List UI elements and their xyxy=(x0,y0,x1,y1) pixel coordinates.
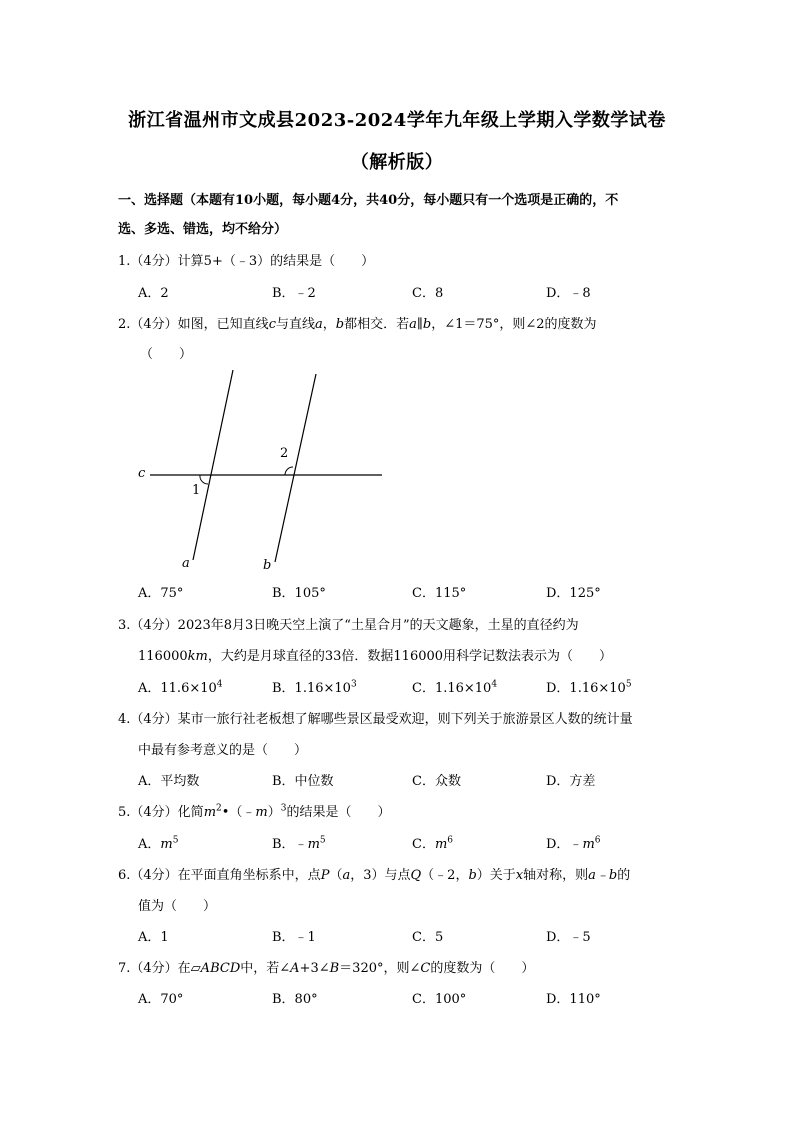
question-3-stem: 3.（4分）2023年8月3日晚天空上演了“土星合月”的天文趣象，土星的直径约为 xyxy=(118,618,579,633)
question-7-option-a[interactable]: A．70° xyxy=(138,992,184,1007)
line-b xyxy=(275,374,316,562)
question-1-option-c[interactable]: C．8 xyxy=(412,286,444,301)
question-4-option-b[interactable]: B．中位数 xyxy=(272,774,334,789)
question-4-option-d[interactable]: D．方差 xyxy=(546,774,596,789)
question-5-option-a[interactable]: A．$m^5$ xyxy=(138,835,179,852)
question-4-option-c[interactable]: C．众数 xyxy=(412,774,461,789)
question-5-option-d[interactable]: D．$﹣m^6$ xyxy=(546,835,601,852)
section-heading-line2: 选、多选、错选，均不给分） xyxy=(118,222,288,237)
question-2-stem-line2: （ ） xyxy=(140,347,193,362)
question-3-option-c[interactable]: C．$1.16\times 10^4$ xyxy=(412,679,498,696)
question-5-option-b[interactable]: B．$﹣m^5$ xyxy=(272,835,326,852)
question-6-option-c[interactable]: C．5 xyxy=(412,930,444,945)
question-3-stem-line2: 116000km，大约是月球直径的33倍．数据116000用科学记数法表示为（ ） xyxy=(138,649,613,664)
label-angle-2: 2 xyxy=(280,446,289,461)
question-4-option-a[interactable]: A．平均数 xyxy=(138,774,200,789)
question-1-option-d[interactable]: D．﹣8 xyxy=(546,286,591,301)
question-5-option-c[interactable]: C．$m^6$ xyxy=(412,835,454,852)
question-6-stem: 6.（4分）在平面直角坐标系中，点P（a，3）与点Q（﹣2，b）关于x轴对称，则a﹣b的 xyxy=(118,868,631,883)
question-5-stem: 5.（4分）化简$m^2•(﹣m)^3$的结果是（ ） xyxy=(118,803,391,820)
question-3-option-a[interactable]: A．$11.6\times 10^4$ xyxy=(138,679,223,696)
question-7-option-c[interactable]: C．100° xyxy=(412,992,467,1007)
question-1-option-b[interactable]: B．﹣2 xyxy=(272,286,316,301)
line-a xyxy=(193,370,233,560)
label-c: c xyxy=(138,466,146,481)
question-4-stem: 4.（4分）某市一旅行社老板想了解哪些景区最受欢迎，则下列关于旅游景区人数的统计量 xyxy=(118,712,633,727)
question-1-stem: 1.（4分）计算5+（﹣3）的结果是（ ） xyxy=(118,254,375,269)
question-2-option-c[interactable]: C．115° xyxy=(412,586,467,601)
question-4-stem-line2: 中最有参考意义的是（ ） xyxy=(138,743,308,758)
angle-1-arc xyxy=(200,475,208,484)
question-3-option-d[interactable]: D．$1.16\times 10^5$ xyxy=(546,679,632,696)
question-2-stem: 2.（4分）如图，已知直线c与直线a，b都相交．若a∥b，∠1＝75°，则∠2的度数为 xyxy=(118,317,597,332)
question-7-option-b[interactable]: B．80° xyxy=(272,992,318,1007)
question-6-option-d[interactable]: D．﹣5 xyxy=(546,930,591,945)
exam-title-line1: 浙江省温州市文成县2023-2024学年九年级上学期入学数学试卷 xyxy=(128,110,666,131)
question-6-option-b[interactable]: B．﹣1 xyxy=(272,930,316,945)
angle-2-arc xyxy=(285,467,293,475)
question-6-option-a[interactable]: A．1 xyxy=(138,930,169,945)
parallel-lines-figure xyxy=(130,360,390,575)
question-2-option-b[interactable]: B．105° xyxy=(272,586,326,601)
question-6-stem-line2: 值为（ ） xyxy=(138,899,217,914)
exam-title-line2: （解析版） xyxy=(350,152,444,173)
question-3-option-b[interactable]: B．$1.16\times 10^3$ xyxy=(272,679,357,696)
label-b: b xyxy=(263,558,272,573)
label-angle-1: 1 xyxy=(192,483,201,498)
question-2-option-a[interactable]: A．75° xyxy=(138,586,184,601)
section-heading-line1: 一、选择题（本题有10小题，每小题4分，共40分，每小题只有一个选项是正确的，不 xyxy=(118,193,619,208)
question-7-stem: 7.（4分）在▱ABCD中，若∠A+3∠B＝320°，则∠C的度数为（ ） xyxy=(118,961,535,976)
question-2-option-d[interactable]: D．125° xyxy=(546,586,601,601)
question-7-option-d[interactable]: D．110° xyxy=(546,992,601,1007)
label-a: a xyxy=(182,556,190,571)
question-1-option-a[interactable]: A．2 xyxy=(138,286,169,301)
